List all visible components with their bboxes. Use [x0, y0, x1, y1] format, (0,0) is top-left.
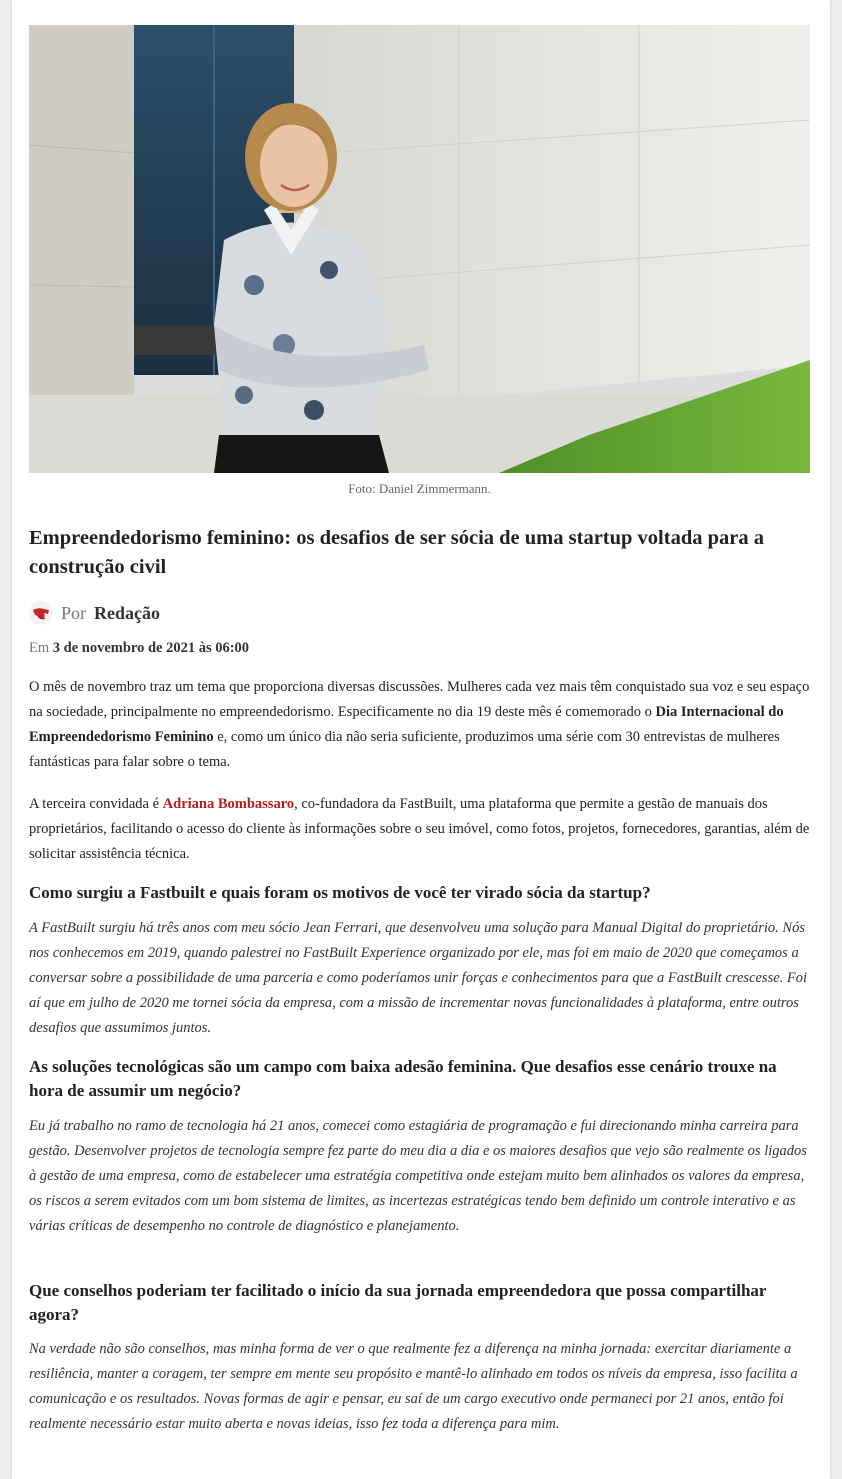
paragraph-1-bold: Dia Internacional do Empreendedorismo Feminino — [29, 704, 784, 745]
author-logo-icon — [29, 601, 53, 625]
question-3: Que conselhos poderiam ter facilitado o início da sua jornada empreendedora que possa compartilhar agora? — [29, 1281, 767, 1324]
publish-date — [29, 640, 249, 657]
date-value: 3 de novembro de 2021 às 06:00 — [52, 640, 250, 656]
article-photo — [29, 25, 810, 473]
paragraph-1 — [29, 675, 810, 775]
author-name[interactable]: Redação — [94, 602, 161, 623]
author-avatar[interactable] — [29, 601, 53, 625]
byline-prefix: Por — [61, 602, 87, 623]
article-title: Empreendedorismo feminino: os desafios de ser sócia de uma startup voltada para a construção civil — [29, 527, 764, 578]
answer-1: A FastBuilt surgiu há três anos com meu sócio Jean Ferrari, que desenvolveu uma solução para Manual Digital do proprietário. Nós nos conhecemos em 2019, quando palestrei no FastBuilt Experience organizado por ele, mas foi em maio de 2020 que começamos a conversar sobre a possibilidade de uma parceria e como poderíamos unir forças e conhecimentos para que a FastBuilt crescesse. Foi aí que em julho de 2020 me tornei sócia da empresa, com a missão de incrementar novas funcionalidades à plataforma, entre outros desafios que assumimos juntos. — [29, 920, 808, 1036]
paragraph-1-text-a: O mês de novembro traz um tema que proporciona diversas discussões. Mulheres cada vez mais têm conquistado sua voz e seu espaço na sociedade, principalmente no empreendedorismo. Especificamente no dia 19 deste mês é comemorado o — [29, 679, 810, 720]
question-1: Como surgiu a Fastbuilt e quais foram os motivos de você ter virado sócia da startup? — [29, 883, 651, 902]
portrait-photo-illustration — [29, 25, 810, 473]
paragraph-2-text-a: A terceira convidada é — [29, 796, 163, 812]
answer-2: Eu já trabalho no ramo de tecnologia há 21 anos, comecei como estagiária de programação e fui direcionando minha carreira para gestão. Desenvolver projetos de tecnologia sempre fez parte do meu dia a dia e os maiores desafios que vejo são realmente os ligados à gestão de uma empresa, como de estabelecer uma estratégia competitiva onde estejam muito bem alinhados os valores da empresa, os riscos a serem evitados com um bom sistema de limites, as incertezas estratégicas tendo bem definido um controle interativo e as várias críticas de desempenho no controle de diagnóstico e planejamento. — [29, 1118, 807, 1234]
question-2: As soluções tecnológicas são um campo com baixa adesão feminina. Que desafios esse cenário trouxe na hora de assumir um negócio? — [29, 1057, 777, 1100]
guest-name-link[interactable]: Adriana Bombassaro — [162, 796, 295, 812]
article-page — [12, 0, 830, 1479]
paragraph-2 — [29, 792, 810, 867]
byline — [29, 600, 160, 626]
photo-caption: Foto: Daniel Zimmermann. — [348, 481, 491, 496]
paragraph-1-text-b: e, como um único dia não seria suficiente, produzimos uma série com 30 entrevistas de mulheres fantásticas para falar sobre o tema. — [29, 729, 780, 770]
paragraph-2-text-b: , co-fundadora da FastBuilt, uma plataforma que permite a gestão de manuais dos proprietários, facilitando o acesso do cliente às informações sobre o seu imóvel, como fotos, projetos, fornecedores, garantias, além de solicitar assistência técnica. — [29, 796, 810, 862]
answer-3: Na verdade não são conselhos, mas minha forma de ver o que realmente fez a diferença na minha jornada: exercitar diariamente a resiliência, manter a coragem, ter sempre em mente seu propósito e mantê-lo alinhado em todos os níveis da empresa, isso facilita a comunicação e os resultados. Novas formas de agir e pensar, eu saí de um cargo executivo onde permaneci por 21 anos, então foi realmente necessário estar muito aberta e novas ideias, isso fez toda a diferença para mim. — [29, 1341, 798, 1432]
date-prefix: Em — [29, 640, 50, 656]
